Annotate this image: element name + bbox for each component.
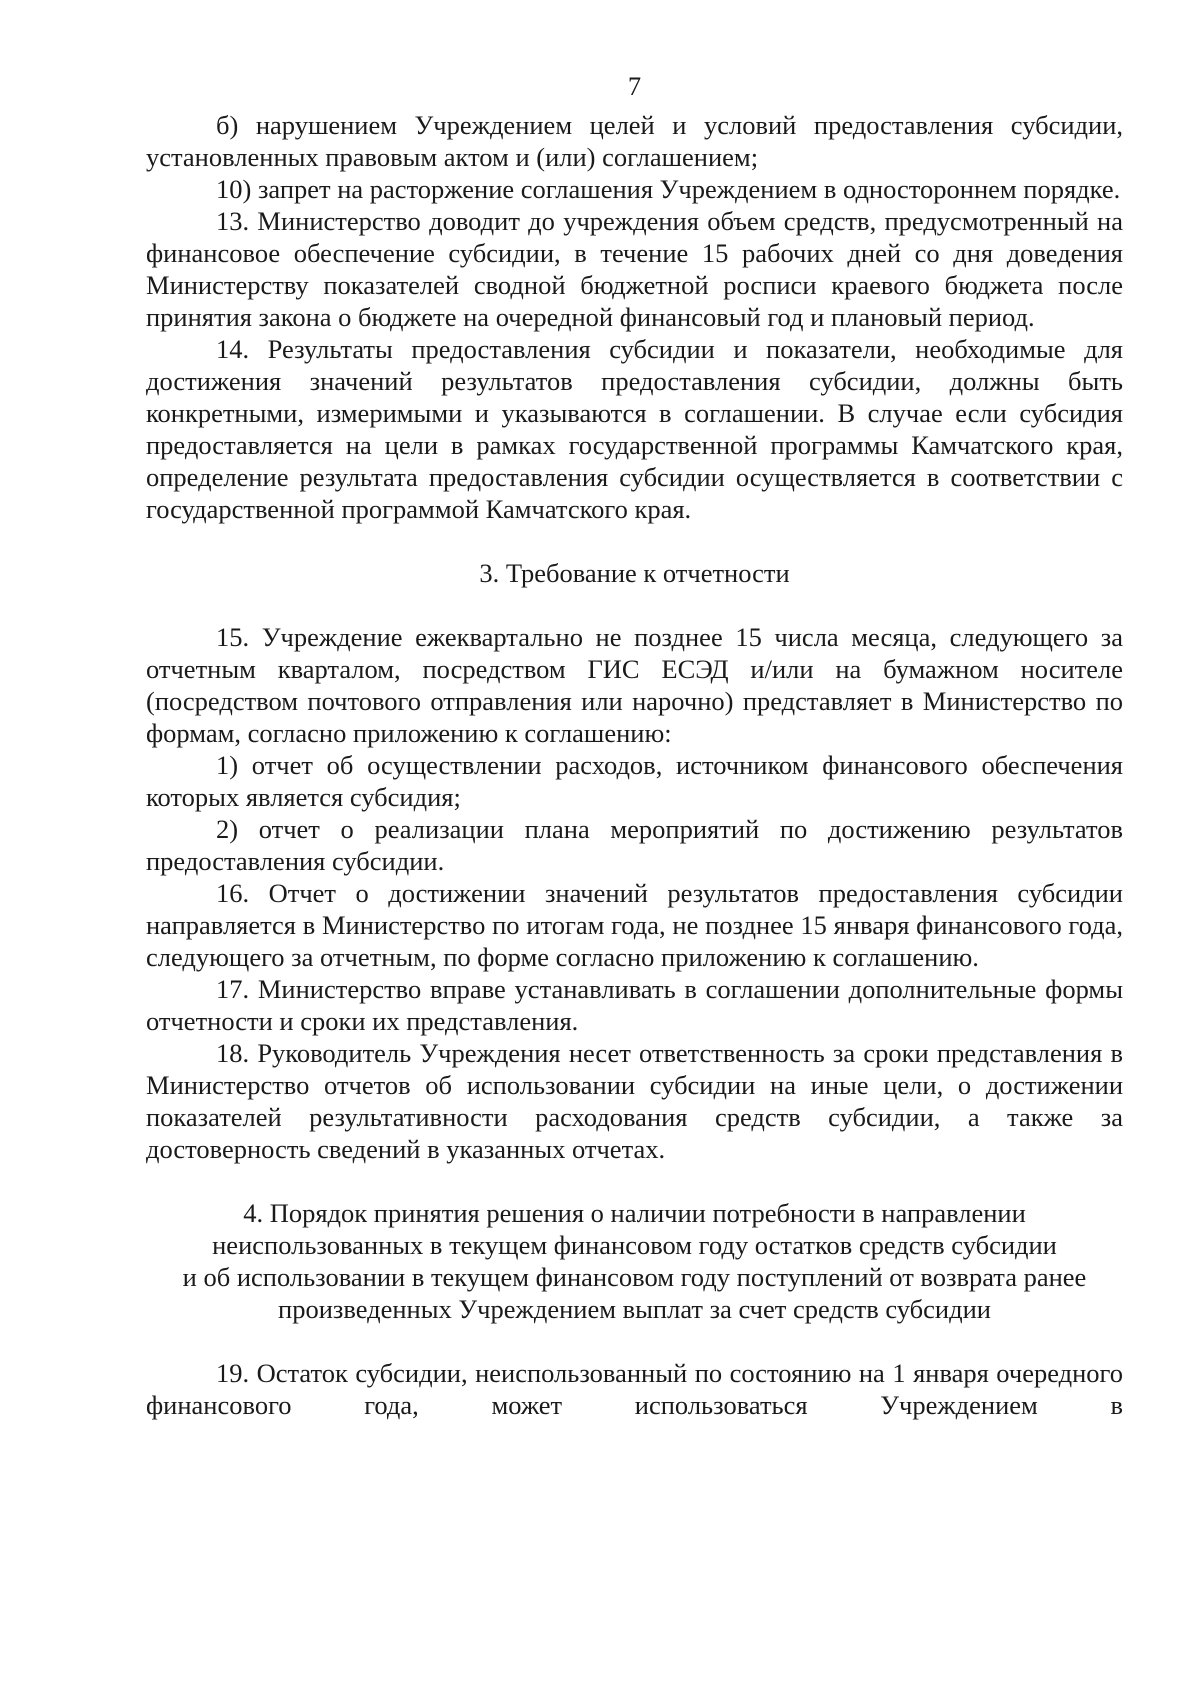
section-3-body — [146, 621, 1123, 1165]
paragraph-17: 17. Министерство вправе устанавливать в соглашении дополнительные формы отчетности и сроки их представления. — [146, 974, 1123, 1036]
section-4-title-line: и об использовании в текущем финансовом году поступлений от возврата ранее — [182, 1262, 1087, 1292]
paragraph-10-termination-ban: 10) запрет на расторжение соглашения Учреждением в одностороннем порядке. — [216, 174, 1121, 204]
section-4-title-line: неиспользованных в текущем финансовом году остатков средств субсидии — [212, 1230, 1057, 1260]
paragraph-15: 15. Учреждение ежеквартально не позднее 15 числа месяца, следующего за отчетным кварталом, посредством ГИС ЕСЭД и/или на бумажном носителе (посредством почтового отправления или нарочно) представляет в Министерство по формам, согласно приложению к соглашению: — [146, 622, 1123, 748]
paragraph-15-item-2: 2) отчет о реализации плана мероприятий по достижению результатов предоставления субсидии. — [146, 814, 1123, 876]
section-3-title: 3. Требование к отчетности — [479, 558, 790, 588]
section-4-title-line: произведенных Учреждением выплат за счет средств субсидии — [278, 1294, 991, 1324]
section-4-body — [146, 1357, 1123, 1421]
paragraph-14: 14. Результаты предоставления субсидии и показатели, необходимые для достижения значений результатов предоставления субсидии, должны быть конкретными, измеримыми и указываются в соглашении. В случае если субсидия предоставляется на цели в рамках государственной программы Камчатского края, определение результата предоставления субсидии осуществляется в соответствии с государственной программой Камчатского края. — [146, 334, 1123, 524]
page-number: 7 — [627, 71, 642, 101]
document-page — [146, 70, 1123, 1421]
paragraph-18: 18. Руководитель Учреждения несет ответственность за сроки представления в Министерство отчетов об использовании субсидии на иные цели, о достижении показателей результативности расходования средств субсидии, а также за достоверность сведений в указанных отчетах. — [146, 1038, 1123, 1164]
section-4-title — [146, 1197, 1123, 1325]
paragraph-b-violation: б) нарушением Учреждением целей и условий предоставления субсидии, установленных правовым актом и (или) соглашением; — [146, 110, 1123, 172]
paragraph-13: 13. Министерство доводит до учреждения объем средств, предусмотренный на финансовое обеспечение субсидии, в течение 15 рабочих дней со дня доведения Министерству показателей сводной бюджетной росписи краевого бюджета после принятия закона о бюджете на очередной финансовый год и плановый период. — [146, 206, 1123, 332]
section-4-title-line: 4. Порядок принятия решения о наличии потребности в направлении — [243, 1198, 1026, 1228]
paragraph-15-item-1: 1) отчет об осуществлении расходов, источником финансового обеспечения которых является субсидия; — [146, 750, 1123, 812]
paragraph-16: 16. Отчет о достижении значений результатов предоставления субсидии направляется в Министерство по итогам года, не позднее 15 января финансового года, следующего за отчетным, по форме согласно приложению к соглашению. — [146, 878, 1123, 972]
paragraph-19: 19. Остаток субсидии, неиспользованный по состоянию на 1 января очередного финансового года, может использоваться Учреждением в — [146, 1358, 1123, 1420]
